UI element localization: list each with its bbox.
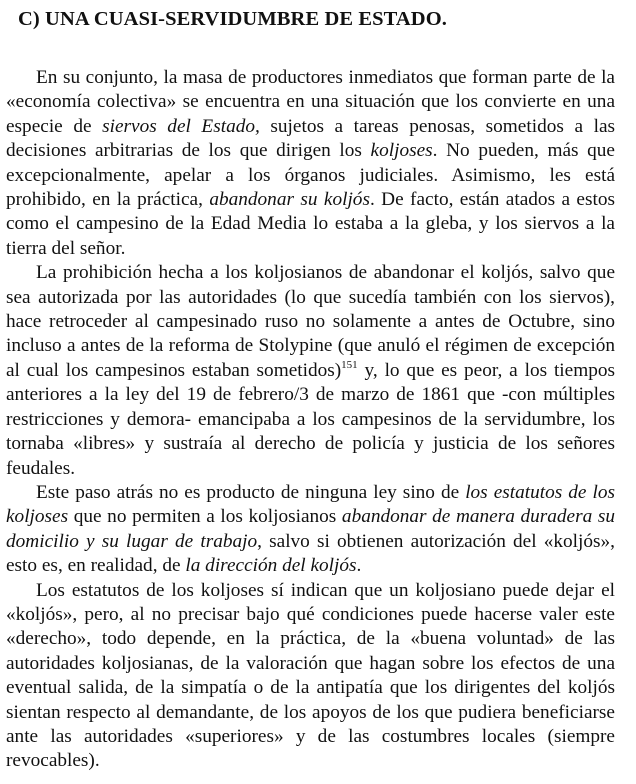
paragraph [6,481,615,579]
footnote-marker: 151 [341,358,358,371]
text-run: . No pueden, más que excepcionalmente, apelar a los órganos judiciales. Asimismo, les está prohibido, en la práctica, [6,140,615,211]
text-run: Los estatutos de los koljoses sí indican que un koljosiano puede dejar el «koljós», pero, al no precisar bajo qué condiciones puede hacerse valer este «derecho», todo depende, en la práctica, de la «buena voluntad» de las autoridades koljosianas, de la valoración que hagan sobre los efectos de una eventual salida, de la simpatía o de la antipatía que los dirigentes del koljós sientan respecto al demandante, de los apoyos de los que pudiera beneficiarse ante las autoridades «superiores» y de las costumbres locales (siempre revocables). [6,579,615,772]
section-title: C) UNA CUASI-SERVIDUMBRE DE ESTADO. [18,8,447,30]
italic-phrase: koljoses [370,140,433,162]
italic-phrase: abandonar de manera duradera su domicilio y su lugar de trabajo [6,506,615,552]
paragraph [6,579,615,774]
paragraph [6,261,615,481]
italic-phrase: siervos del Estado, [102,115,260,137]
italic-phrase: la dirección del koljós [185,555,357,577]
text-run: . [356,555,362,577]
text-run: En su conjunto, la masa de productores inmediatos que forman parte de la «economía colectiva» se encuentra en una situación que los convierte en una especie de [6,67,615,137]
paragraph [6,66,615,261]
text-run: . De facto, están atados a estos como el campesino de la Edad Media lo estaba a la gleba, y los siervos a la tierra del señor. [6,189,615,259]
text-run: , salvo si obtienen autorización del «koljós», esto es, en realidad, de [6,530,615,577]
text-run: y, lo que es peor, a los tiempos anteriores a la ley del 19 de febrero/3 de marzo de 1861 que -con múltiples restricciones y demora- emancipaba a los campesinos de la servidumbre, los tornaba «libres» y sustraía al derecho de policía y justicia de los señores feudales. [6,359,615,479]
italic-phrase: abandonar su koljós [209,189,370,211]
text-run: La prohibición hecha a los koljosianos de abandonar el koljós, salvo que sea autorizada por las autoridades (lo que sucedía también con los siervos), hace retroceder al campesinado ruso no solamente a antes de Octubre, sino incluso a antes de la reforma de Stolypine (que anuló el régimen de excepción al cual los campesinos estaban sometidos) [6,262,615,381]
document-page [6,6,615,774]
italic-phrase: los estatutos de los koljoses [6,481,615,528]
text-run: sujetos a tareas penosas, sometidos a las decisiones arbitrarias de los que dirigen los [6,115,616,162]
text-run: Este paso atrás no es producto de ninguna ley sino de [36,481,466,503]
text-run: que no permiten a los koljosianos [68,506,342,528]
body-text [6,66,615,774]
